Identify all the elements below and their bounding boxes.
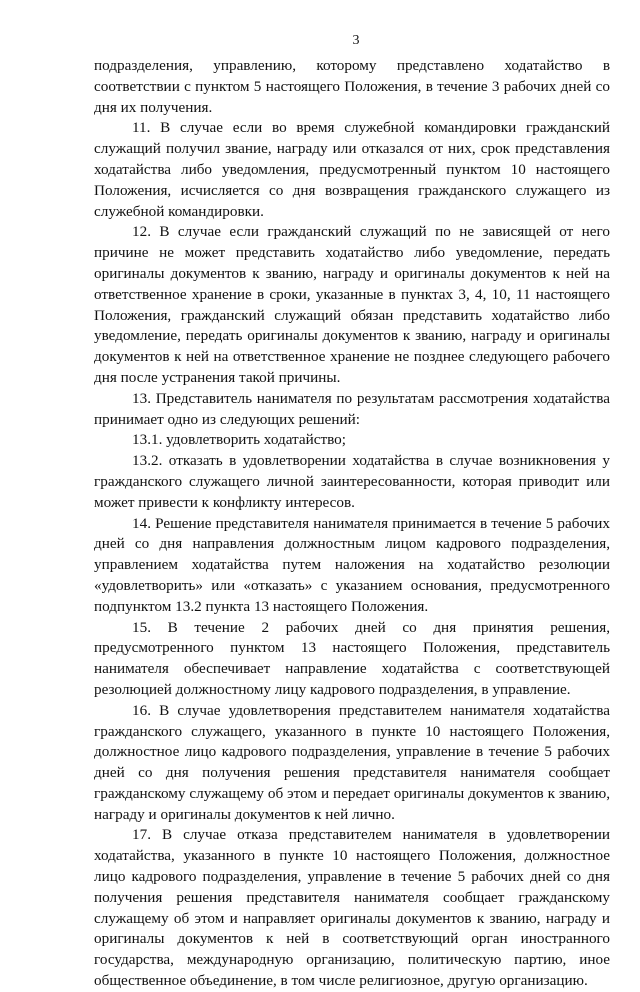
- paragraph-13-2: 13.2. отказать в удовлетворении ходатайства в случае возникновения у гражданского служащего личной заинтересованности, которая приводит или может привести к конфликту интересов.: [94, 452, 610, 511]
- paragraph-17: 17. В случае отказа представителем нанимателя в удовлетворении ходатайства, указанного в пункте 10 настоящего Положения, должностное лицо кадрового подразделения, управление в течение 5 рабочих дней со дня получения решения представителя нанимателя сообщает гражданскому служащему об этом и направляет оригиналы документов к званию, награду и оригиналы документов к ней в соответствующий орган иностранного государства, международную организацию, политическую партию, иное общественное объединение, в том числе религиозное, другую организацию.: [94, 826, 610, 990]
- paragraph-continuation: подразделения, управлению, которому представлено ходатайство в соответствии с пунктом 5 настоящего Положения, в течение 3 рабочих дней со дня их получения.: [94, 57, 610, 116]
- paragraph-16: 16. В случае удовлетворения представителем нанимателя ходатайства гражданского служащего, указанного в пункте 10 настоящего Положения, должностное лицо кадрового подразделения, управление в течение 5 рабочих дней со дня получения решения представителя нанимателя сообщает гражданскому служащему об этом и передает оригиналы документов к званию, награду и оригиналы документов к ней лично.: [94, 701, 610, 823]
- paragraph-12: 12. В случае если гражданский служащий по не зависящей от него причине не может представить ходатайство либо уведомление, передать оригиналы документов к званию, награду и оригиналы документов к ней на ответственное хранение в сроки, указанные в пунктах 3, 4, 10, 11 настоящего Положения, гражданский служащий обязан представить ходатайство либо уведомление, передать оригиналы документов к званию, награду и оригиналы документов к ней на ответственное хранение не позднее следующего рабочего дня после устранения такой причины.: [94, 223, 610, 386]
- paragraph-13: 13. Представитель нанимателя по результатам рассмотрения ходатайства принимает одно из следующих решений:: [94, 389, 610, 428]
- page-number: 3: [352, 33, 360, 48]
- paragraph-13-1: 13.1. удовлетворить ходатайство;: [132, 431, 346, 449]
- paragraph-14: 14. Решение представителя нанимателя принимается в течение 5 рабочих дней со дня направления должностным лицом кадрового подразделения, управлением ходатайства путем наложения на ходатайство резолюции «удовлетворить» или «отказать» с указанием основания, предусмотренного подпунктом 13.2 пункта 13 настоящего Положения.: [94, 514, 610, 615]
- paragraph-15: 15. В течение 2 рабочих дней со дня принятия решения, предусмотренного пунктом 13 настоящего Положения, представитель нанимателя обеспечивает направление ходатайства с соответствующей резолюцией должностному лицу кадрового подразделения, в управление.: [94, 618, 610, 698]
- paragraph-11: 11. В случае если во время служебной командировки гражданский служащий получил звание, награду или отказался от них, срок представления ходатайства либо уведомления, предусмотренный пунктом 10 настоящего Положения, исчисляется со дня возвращения гражданского служащего из служебной командировки.: [94, 119, 610, 220]
